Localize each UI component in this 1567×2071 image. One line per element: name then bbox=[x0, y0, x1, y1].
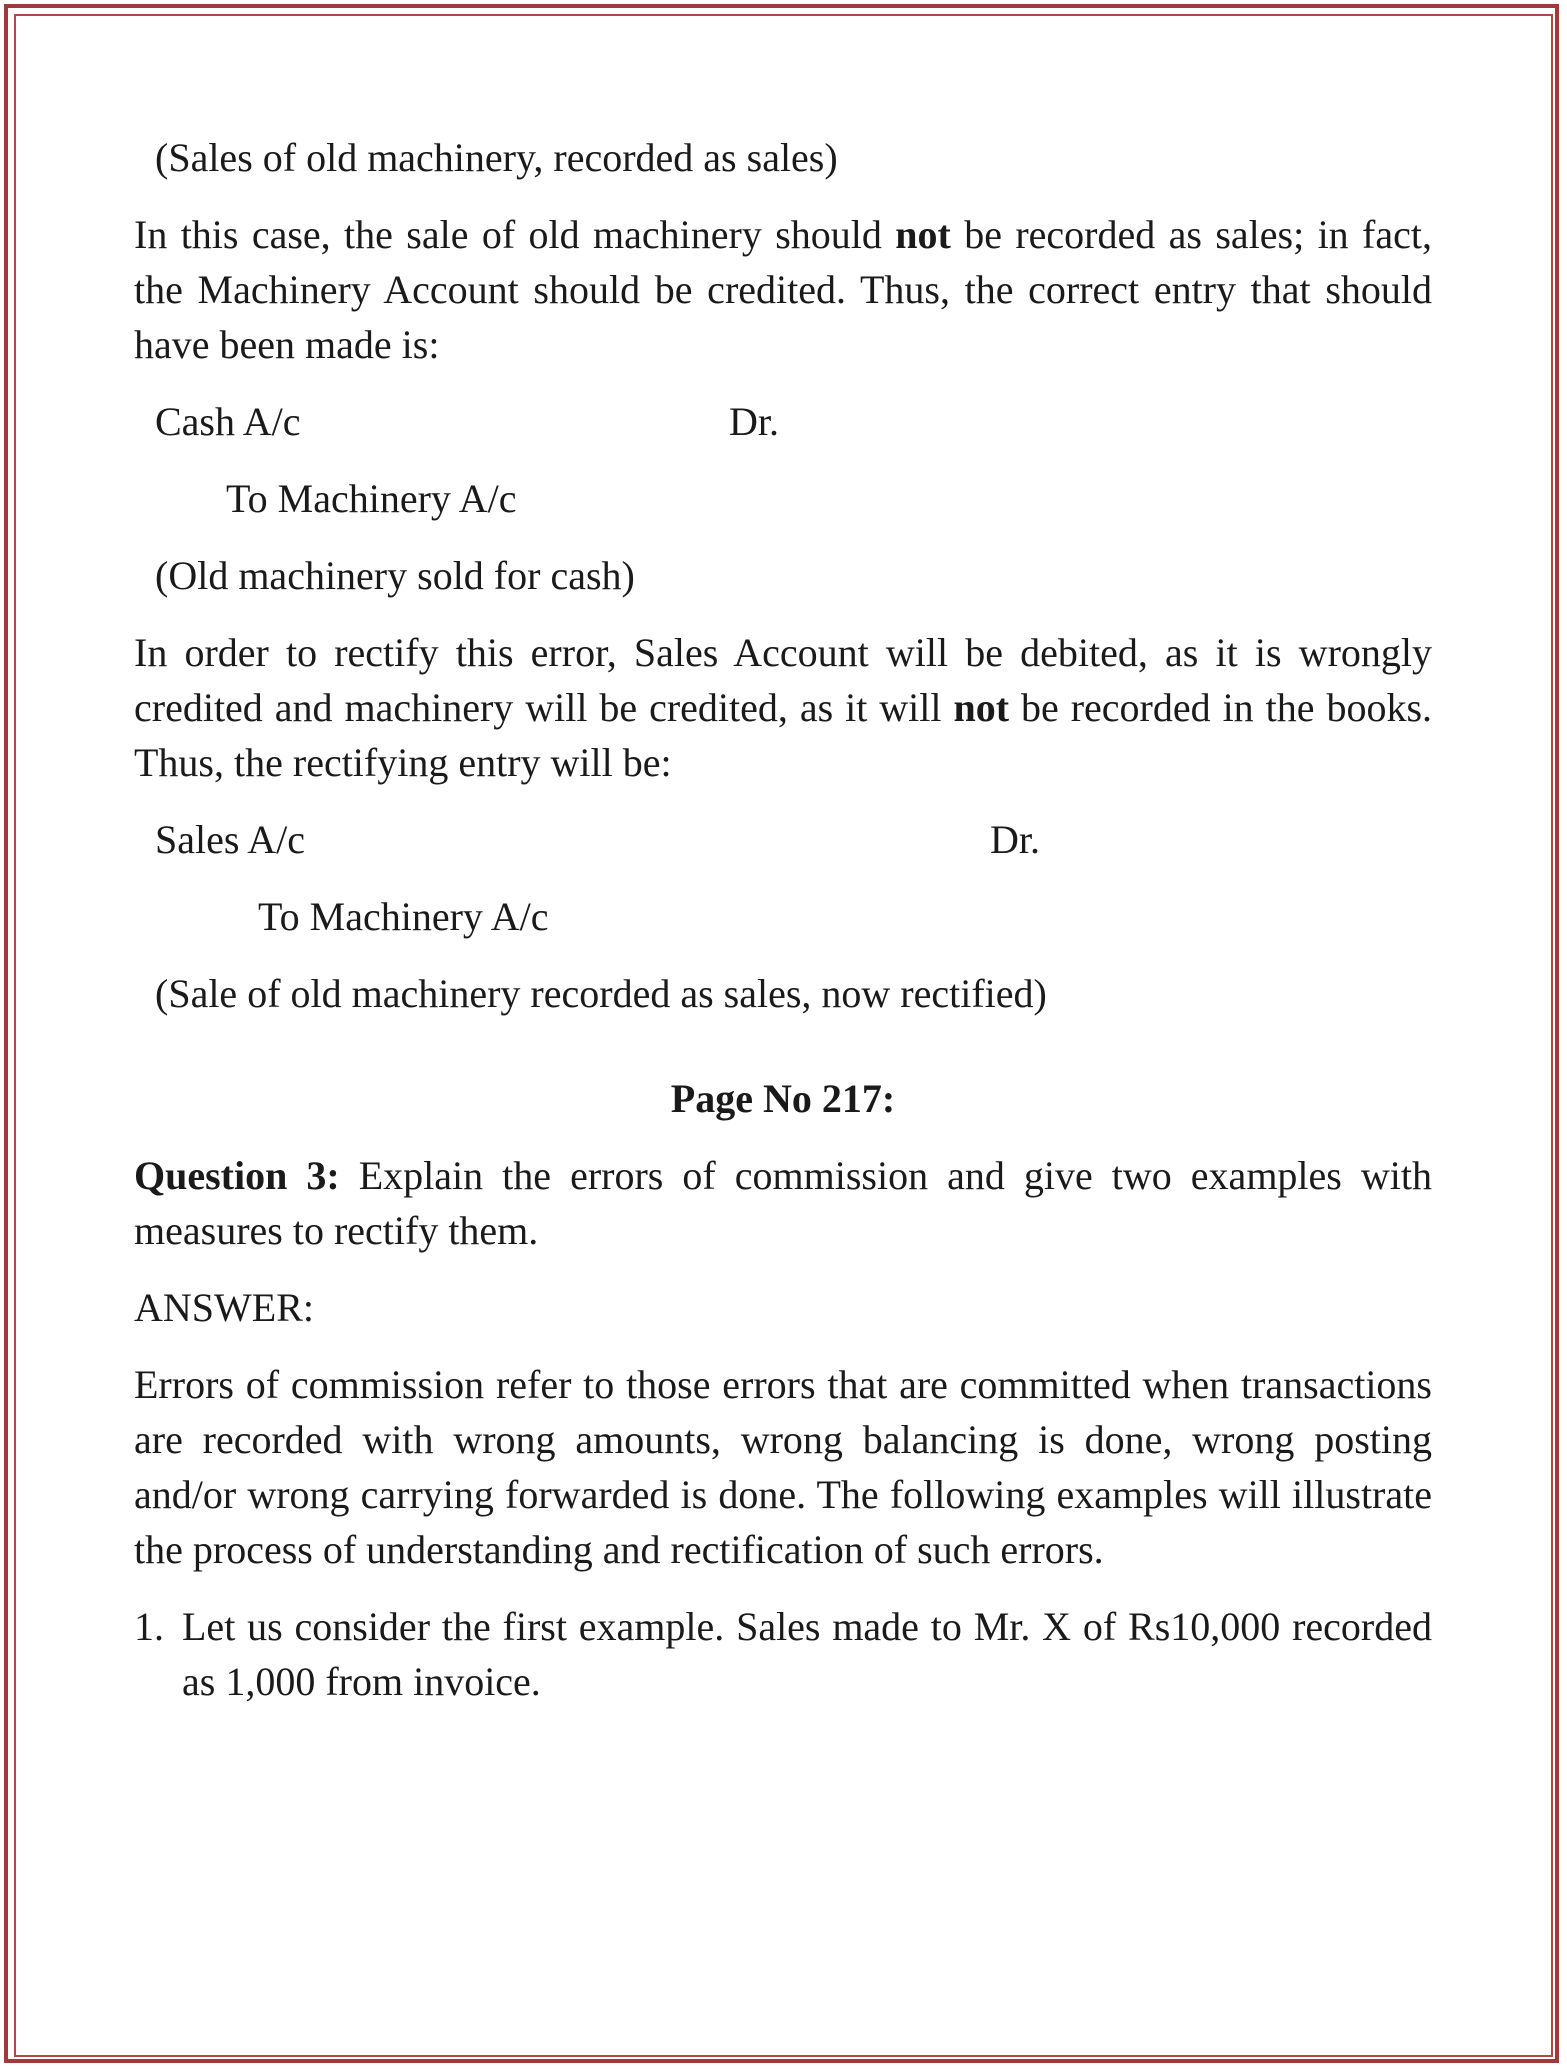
paragraph-text: In this case, the sale of old machinery should bbox=[134, 212, 896, 257]
question-text: Explain the errors of commission and give two examples with measures to rectify them. bbox=[134, 1153, 1433, 1253]
debit-marker: Dr. bbox=[990, 817, 1040, 862]
journal-entry-2-debit-line bbox=[134, 812, 1432, 867]
journal-entry-1-debit-line bbox=[134, 394, 1432, 449]
caption-old-machinery-sold: (Old machinery sold for cash) bbox=[155, 553, 635, 598]
list-number: 1. bbox=[134, 1604, 164, 1649]
document-content bbox=[134, 130, 1432, 1709]
paragraph-rectify-error bbox=[134, 625, 1432, 790]
page-number-heading: Page No 217: bbox=[670, 1076, 896, 1121]
caption-rectified: (Sale of old machinery recorded as sales, now rectified) bbox=[155, 971, 1047, 1016]
journal-entry-2-credit-line: To Machinery A/c bbox=[258, 894, 549, 939]
debit-account: Cash A/c bbox=[155, 399, 301, 444]
debit-marker: Dr. bbox=[729, 399, 779, 444]
paragraph-text: be recorded as sales; in fact, the Machinery Account should be credited. Thus, the correct entry that should have been made is: bbox=[134, 212, 1432, 367]
paragraph-text: be recorded in the books. Thus, the rectifying entry will be: bbox=[134, 685, 1433, 785]
journal-entry-1-credit-line: To Machinery A/c bbox=[226, 476, 517, 521]
question-3 bbox=[134, 1148, 1432, 1258]
debit-account: Sales A/c bbox=[155, 817, 305, 862]
emphasis-not: not bbox=[895, 212, 951, 257]
paragraph-correct-entry bbox=[134, 207, 1432, 372]
list-item-text: Let us consider the first example. Sales made to Mr. X of Rs10,000 recorded as 1,000 from invoice. bbox=[182, 1604, 1432, 1704]
question-label: Question 3: bbox=[134, 1153, 340, 1198]
emphasis-not: not bbox=[953, 685, 1010, 730]
answer-paragraph: Errors of commission refer to those errors that are committed when transactions are recorded with wrong amounts, wrong balancing is done, wrong posting and/or wrong carrying forwarded is done. The following examples will illustrate the process of understanding and rectification of such errors. bbox=[134, 1362, 1432, 1572]
paragraph-text: In order to rectify this error, Sales Account will be debited, as it is wrongly credited and machinery will be credited, as it will bbox=[134, 630, 1432, 730]
answer-label: ANSWER: bbox=[134, 1285, 314, 1330]
caption-sales-old-machinery: (Sales of old machinery, recorded as sales) bbox=[155, 135, 838, 180]
list-item-1 bbox=[134, 1599, 1432, 1709]
